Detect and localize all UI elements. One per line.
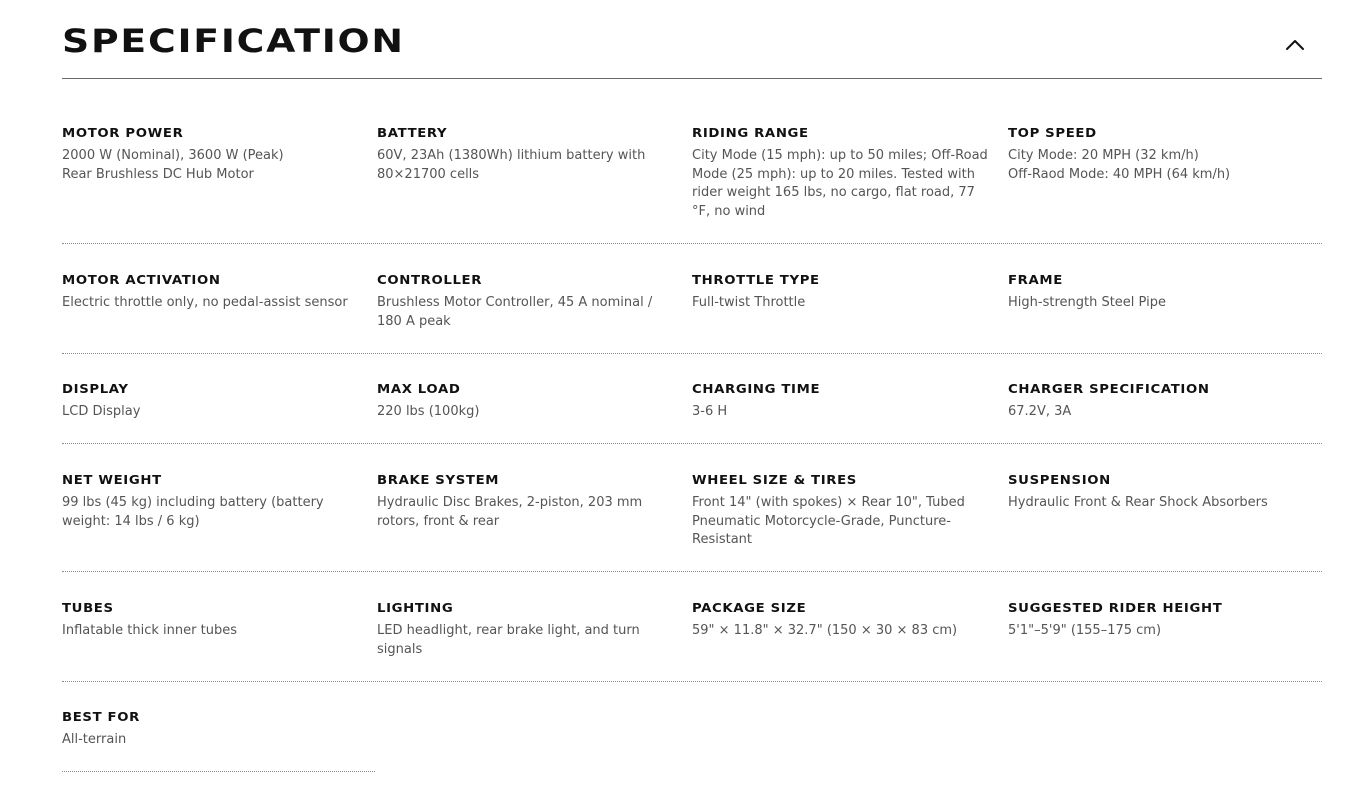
spec-value: High-strength Steel Pipe bbox=[1008, 295, 1166, 310]
spec-label: MAX LOAD bbox=[377, 381, 461, 396]
collapse-toggle-button[interactable] bbox=[1280, 30, 1310, 60]
spec-label: RIDING RANGE bbox=[692, 125, 809, 140]
spec-label: CONTROLLER bbox=[377, 272, 483, 287]
spec-label: THROTTLE TYPE bbox=[692, 272, 820, 287]
row-divider bbox=[62, 681, 1322, 682]
spec-item-battery bbox=[377, 125, 691, 184]
spec-label: WHEEL SIZE & TIRES bbox=[692, 472, 857, 487]
spec-label: FRAME bbox=[1008, 272, 1063, 287]
specification-header[interactable] bbox=[62, 0, 1322, 79]
row-divider bbox=[62, 771, 375, 772]
spec-label: MOTOR ACTIVATION bbox=[62, 272, 221, 287]
spec-item-tubes bbox=[62, 600, 376, 641]
spec-value: All-terrain bbox=[62, 732, 127, 747]
spec-value: City Mode: 20 MPH (32 km/h) Off-Raod Mode: 40 MPH (64 km/h) bbox=[1008, 148, 1231, 182]
spec-item-wheel-size-tires bbox=[692, 472, 1006, 550]
row-divider bbox=[62, 243, 1322, 244]
spec-value: LCD Display bbox=[62, 404, 141, 419]
spec-value: 59" × 11.8" × 32.7" (150 × 30 × 83 cm) bbox=[692, 623, 958, 638]
spec-item-brake-system bbox=[377, 472, 691, 531]
spec-item-frame bbox=[1008, 272, 1322, 313]
spec-value: 3-6 H bbox=[692, 404, 728, 419]
spec-item-charger-specification bbox=[1008, 381, 1322, 422]
spec-item-package-size bbox=[692, 600, 1006, 641]
spec-item-suggested-rider-height bbox=[1008, 600, 1322, 641]
spec-item-controller bbox=[377, 272, 691, 331]
spec-label: CHARGER SPECIFICATION bbox=[1008, 381, 1210, 396]
spec-value: 99 lbs (45 kg) including battery (battery weight: 14 lbs / 6 kg) bbox=[62, 495, 324, 529]
spec-item-motor-activation bbox=[62, 272, 376, 313]
spec-item-net-weight bbox=[62, 472, 376, 531]
spec-value: 60V, 23Ah (1380Wh) lithium battery with 80×21700 cells bbox=[377, 148, 646, 182]
spec-label: SUSPENSION bbox=[1008, 472, 1111, 487]
spec-label: LIGHTING bbox=[377, 600, 454, 615]
chevron-up-icon bbox=[1285, 39, 1305, 51]
specification-section bbox=[62, 0, 1322, 747]
spec-value: 2000 W (Nominal), 3600 W (Peak) Rear Brushless DC Hub Motor bbox=[62, 148, 284, 182]
spec-item-max-load bbox=[377, 381, 691, 422]
spec-item-display bbox=[62, 381, 376, 422]
spec-value: City Mode (15 mph): up to 50 miles; Off-Road Mode (25 mph): up to 20 miles. Tested with rider weight 165 lbs, no cargo, flat road, 77 °F, no wind bbox=[692, 148, 988, 219]
spec-item-riding-range bbox=[692, 125, 1006, 221]
spec-label: NET WEIGHT bbox=[62, 472, 162, 487]
spec-label: PACKAGE SIZE bbox=[692, 600, 807, 615]
spec-value: Brushless Motor Controller, 45 A nominal / 180 A peak bbox=[377, 295, 653, 329]
spec-item-lighting bbox=[377, 600, 691, 659]
spec-label: BATTERY bbox=[377, 125, 448, 140]
spec-value: 5'1"–5'9" (155–175 cm) bbox=[1008, 623, 1162, 638]
row-divider bbox=[62, 571, 1322, 572]
spec-item-best-for bbox=[62, 709, 376, 750]
spec-label: MOTOR POWER bbox=[62, 125, 184, 140]
spec-item-motor-power bbox=[62, 125, 376, 184]
spec-value: Front 14" (with spokes) × Rear 10", Tubed Pneumatic Motorcycle-Grade, Puncture-Resistant bbox=[692, 495, 965, 547]
spec-label: TOP SPEED bbox=[1008, 125, 1097, 140]
spec-value: Full-twist Throttle bbox=[692, 295, 806, 310]
row-divider bbox=[62, 443, 1322, 444]
spec-value: Inflatable thick inner tubes bbox=[62, 623, 237, 638]
spec-item-charging-time bbox=[692, 381, 1006, 422]
spec-label: DISPLAY bbox=[62, 381, 129, 396]
spec-item-suspension bbox=[1008, 472, 1322, 513]
spec-value: 67.2V, 3A bbox=[1008, 404, 1072, 419]
section-title: SPECIFICATION bbox=[62, 22, 405, 60]
spec-label: SUGGESTED RIDER HEIGHT bbox=[1008, 600, 1223, 615]
spec-label: BRAKE SYSTEM bbox=[377, 472, 500, 487]
spec-value: 220 lbs (100kg) bbox=[377, 404, 480, 419]
row-divider bbox=[62, 353, 1322, 354]
spec-label: CHARGING TIME bbox=[692, 381, 821, 396]
spec-label: TUBES bbox=[62, 600, 114, 615]
spec-value: Hydraulic Disc Brakes, 2-piston, 203 mm rotors, front & rear bbox=[377, 495, 643, 529]
spec-value: Electric throttle only, no pedal-assist sensor bbox=[62, 295, 348, 310]
spec-item-throttle-type bbox=[692, 272, 1006, 313]
spec-item-top-speed bbox=[1008, 125, 1322, 184]
spec-value: Hydraulic Front & Rear Shock Absorbers bbox=[1008, 495, 1268, 510]
spec-value: LED headlight, rear brake light, and turn signals bbox=[377, 623, 640, 657]
spec-label: BEST FOR bbox=[62, 709, 140, 724]
